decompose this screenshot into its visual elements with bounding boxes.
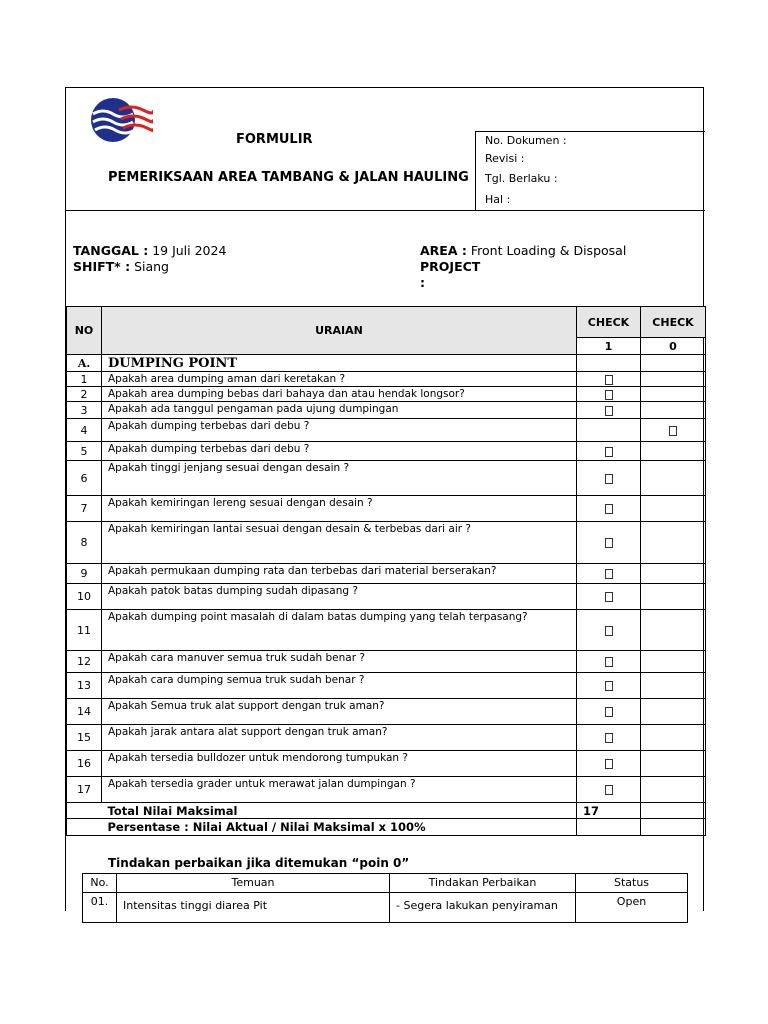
row-number: 5 <box>67 442 102 461</box>
check1-cell <box>577 522 641 564</box>
checklist-row <box>67 725 706 751</box>
tgl-berlaku-label: Tgl. Berlaku : <box>485 172 558 185</box>
check1-cell <box>577 419 641 442</box>
form-page <box>65 87 704 911</box>
tindakan-col-perbaikan: Tindakan Perbaikan <box>390 874 576 893</box>
row-uraian: Apakah dumping terbebas dari debu ? <box>102 442 577 461</box>
row-number: 17 <box>67 777 102 803</box>
checkbox-mark-icon[interactable] <box>605 375 613 385</box>
section-title: DUMPING POINT <box>102 355 577 372</box>
checkbox-mark-icon[interactable] <box>605 538 613 548</box>
check0-cell <box>641 402 706 419</box>
check2-value: 0 <box>641 338 706 355</box>
checklist-row <box>67 777 706 803</box>
project-label: PROJECT <box>420 259 481 274</box>
row-uraian: Apakah dumping terbebas dari debu ? <box>102 419 577 442</box>
row-uraian: Apakah Semua truk alat support dengan truk aman? <box>102 699 577 725</box>
row-uraian: Apakah kemiringan lantai sesuai dengan desain & terbebas dari air ? <box>102 522 577 564</box>
check1-cell <box>577 751 641 777</box>
checklist-row <box>67 651 706 673</box>
project-colon: : <box>420 275 425 290</box>
row-number: 16 <box>67 751 102 777</box>
row-number: 9 <box>67 564 102 584</box>
checklist-row <box>67 372 706 387</box>
row-uraian: Apakah ada tanggul pengaman pada ujung dumpingan <box>102 402 577 419</box>
doc-no-label: No. Dokumen : <box>485 134 567 147</box>
check0-cell <box>641 461 706 496</box>
total-value: 17 <box>577 803 641 819</box>
row-uraian: Apakah permukaan dumping rata dan terbebas dari material berserakan? <box>102 564 577 584</box>
checklist-row <box>67 402 706 419</box>
row-uraian: Apakah patok batas dumping sudah dipasang ? <box>102 584 577 610</box>
area-value: Front Loading & Disposal <box>470 243 627 258</box>
check1-cell <box>577 402 641 419</box>
row-uraian: Apakah area dumping bebas dari bahaya dan atau hendak longsor? <box>102 387 577 402</box>
tindakan-status: Open <box>576 893 688 923</box>
header-divider <box>66 210 705 211</box>
total-label: Total Nilai Maksimal <box>102 803 577 819</box>
checklist-row <box>67 496 706 522</box>
tindakan-title: Tindakan perbaikan jika ditemukan “poin 0” <box>108 856 410 870</box>
form-type: FORMULIR <box>236 132 313 147</box>
checklist-row <box>67 461 706 496</box>
checkbox-mark-icon[interactable] <box>605 759 613 769</box>
check0-cell <box>641 522 706 564</box>
row-number: 12 <box>67 651 102 673</box>
row-uraian: Apakah dumping point masalah di dalam batas dumping yang telah terpasang? <box>102 610 577 651</box>
tindakan-perbaikan: - Segera lakukan penyiraman <box>390 893 576 923</box>
row-number: 8 <box>67 522 102 564</box>
shift-label: SHIFT* : <box>73 259 131 274</box>
row-uraian: Apakah jarak antara alat support dengan truk aman? <box>102 725 577 751</box>
row-uraian: Apakah tersedia grader untuk merawat jalan dumpingan ? <box>102 777 577 803</box>
tindakan-row <box>83 893 688 923</box>
check1-cell <box>577 442 641 461</box>
tindakan-col-no: No. <box>83 874 117 893</box>
check1-cell <box>577 584 641 610</box>
check1-cell <box>577 725 641 751</box>
shift-value: Siang <box>134 259 169 274</box>
tindakan-col-status: Status <box>576 874 688 893</box>
check1-cell <box>577 372 641 387</box>
row-number: 1 <box>67 372 102 387</box>
shift-field <box>73 259 169 275</box>
check0-cell <box>641 442 706 461</box>
check1-cell <box>577 651 641 673</box>
col-no-header: NO <box>67 307 102 355</box>
row-number: 7 <box>67 496 102 522</box>
row-number: 4 <box>67 419 102 442</box>
area-label: AREA : <box>420 243 467 258</box>
check0-cell <box>641 751 706 777</box>
check1-cell <box>577 461 641 496</box>
check0-cell <box>641 777 706 803</box>
checkbox-mark-icon[interactable] <box>605 592 613 602</box>
checklist-row <box>67 610 706 651</box>
row-uraian: Apakah cara manuver semua truk sudah benar ? <box>102 651 577 673</box>
check0-cell <box>641 673 706 699</box>
row-number: 2 <box>67 387 102 402</box>
checkbox-mark-icon[interactable] <box>605 733 613 743</box>
check1-cell <box>577 564 641 584</box>
check1-cell <box>577 699 641 725</box>
row-uraian: Apakah tinggi jenjang sesuai dengan desain ? <box>102 461 577 496</box>
area-field <box>420 243 626 259</box>
checkbox-mark-icon[interactable] <box>605 447 613 457</box>
check1-value: 1 <box>577 338 641 355</box>
col-check2-header: CHECK <box>641 307 706 338</box>
check1-cell <box>577 610 641 651</box>
row-uraian: Apakah kemiringan lereng sesuai dengan desain ? <box>102 496 577 522</box>
document-meta <box>475 131 705 211</box>
check1-cell <box>577 387 641 402</box>
row-uraian: Apakah cara dumping semua truk sudah benar ? <box>102 673 577 699</box>
checklist-row <box>67 673 706 699</box>
check0-cell <box>641 699 706 725</box>
checkbox-mark-icon[interactable] <box>669 426 677 436</box>
check1-cell <box>577 777 641 803</box>
checkbox-mark-icon[interactable] <box>605 390 613 400</box>
checkbox-mark-icon[interactable] <box>605 406 613 416</box>
checklist-row <box>67 419 706 442</box>
check0-cell <box>641 496 706 522</box>
check0-cell <box>641 387 706 402</box>
section-letter: A. <box>67 355 102 372</box>
checklist-rows <box>67 372 706 803</box>
checkbox-mark-icon[interactable] <box>605 657 613 667</box>
row-uraian: Apakah tersedia bulldozer untuk mendorong tumpukan ? <box>102 751 577 777</box>
revisi-label: Revisi : <box>485 152 525 165</box>
checkbox-mark-icon[interactable] <box>605 785 613 795</box>
checklist-row <box>67 564 706 584</box>
check0-cell <box>641 372 706 387</box>
check0-cell <box>641 725 706 751</box>
checklist-row <box>67 522 706 564</box>
checklist-row <box>67 699 706 725</box>
checklist-row <box>67 584 706 610</box>
row-number: 10 <box>67 584 102 610</box>
total-row <box>67 803 706 819</box>
check0-cell <box>641 564 706 584</box>
row-number: 11 <box>67 610 102 651</box>
col-uraian-header: URAIAN <box>102 307 577 355</box>
tindakan-temuan: Intensitas tinggi diarea Pit <box>117 893 390 923</box>
row-uraian: Apakah area dumping aman dari keretakan ? <box>102 372 577 387</box>
checkbox-mark-icon[interactable] <box>605 681 613 691</box>
tindakan-no: 01. <box>83 893 117 923</box>
check1-cell <box>577 496 641 522</box>
persentase-row <box>67 819 706 836</box>
tanggal-value: 19 Juli 2024 <box>152 243 227 258</box>
checklist-row <box>67 387 706 402</box>
check1-cell <box>577 673 641 699</box>
row-number: 3 <box>67 402 102 419</box>
col-check1-header: CHECK <box>577 307 641 338</box>
row-number: 15 <box>67 725 102 751</box>
check0-cell <box>641 419 706 442</box>
checkbox-mark-icon[interactable] <box>605 626 613 636</box>
company-logo <box>89 96 153 144</box>
checkbox-mark-icon[interactable] <box>605 707 613 717</box>
checkbox-mark-icon[interactable] <box>605 504 613 514</box>
checkbox-mark-icon[interactable] <box>605 569 613 579</box>
hal-label: Hal : <box>485 193 511 206</box>
tanggal-field <box>73 243 226 259</box>
tindakan-col-temuan: Temuan <box>117 874 390 893</box>
check0-cell <box>641 584 706 610</box>
check0-cell <box>641 651 706 673</box>
row-number: 14 <box>67 699 102 725</box>
check0-cell <box>641 610 706 651</box>
tindakan-table <box>82 873 688 923</box>
row-number: 13 <box>67 673 102 699</box>
section-row <box>67 355 706 372</box>
tanggal-label: TANGGAL : <box>73 243 149 258</box>
checklist-table <box>66 306 706 836</box>
row-number: 6 <box>67 461 102 496</box>
checkbox-mark-icon[interactable] <box>605 474 613 484</box>
form-title: PEMERIKSAAN AREA TAMBANG & JALAN HAULING <box>108 170 469 185</box>
checklist-row <box>67 442 706 461</box>
persentase-label: Persentase : Nilai Aktual / Nilai Maksimal x 100% <box>102 819 577 836</box>
checklist-row <box>67 751 706 777</box>
